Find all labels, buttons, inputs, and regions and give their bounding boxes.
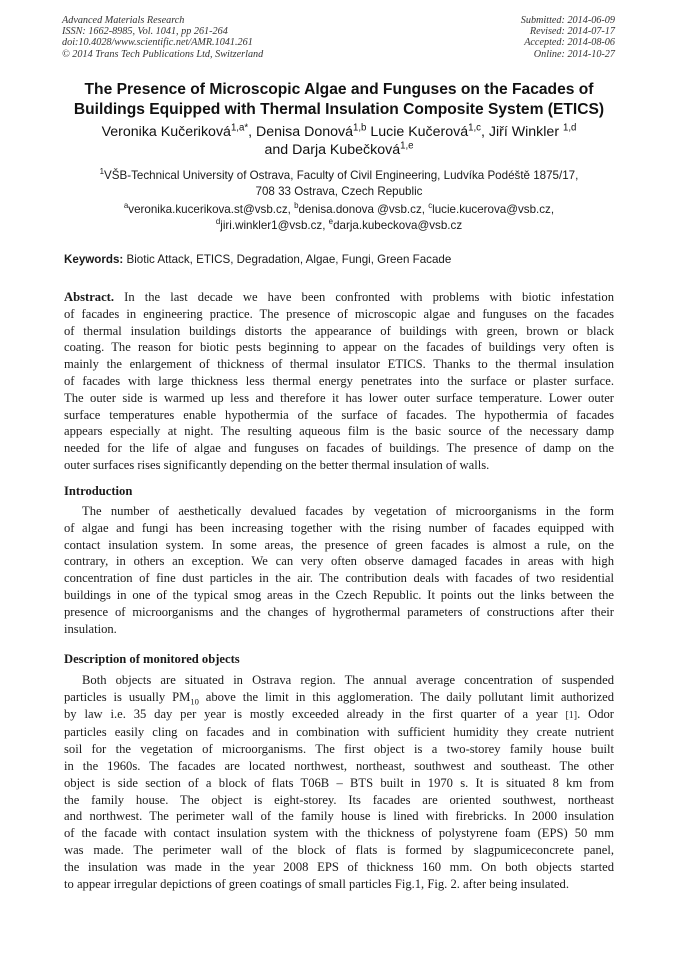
description-text: by law i.e. 35 day per year is mostly exceeded already in the first quarter of a year	[64, 706, 566, 721]
introduction-heading: Introduction	[64, 484, 133, 498]
abstract-text: In the last decade we have been confronted with problems with biotic infestation	[114, 290, 614, 304]
author-2: , Denisa Donová	[248, 124, 353, 140]
description-line: particles easily cling on facades and in combination with sufficient humidity they create nutrient	[64, 725, 614, 740]
keywords-text: Biotic Attack, ETICS, Degradation, Algae, Fungi, Green Facade	[123, 253, 452, 266]
description-line: to appear irregular depictions of green coatings of small particles Fig.1, Fig. 2. after being insulated.	[64, 876, 570, 891]
description-line: was made. The perimeter wall of the block of flats is formed by slagpumiceconcrete panel,	[64, 842, 614, 857]
introduction-line: insulation.	[64, 621, 117, 636]
author-4-sup: 1,d	[563, 122, 577, 134]
email-e: darja.kubeckova@vsb.cz	[333, 218, 463, 232]
description-text: above the limit in this agglomeration. The daily pollutant limit authorized	[198, 689, 614, 704]
introduction-line: contrary, in others an exception. We can very often observe damaged facades in areas with high	[64, 554, 614, 569]
affiliation-text-1: VŠB-Technical University of Ostrava, Faculty of Civil Engineering, Ludvíka Podéště 1875/17,	[104, 169, 579, 182]
author-5: and Darja Kubečková	[264, 141, 401, 158]
date-submitted: Submitted: 2014-06-09	[520, 15, 615, 26]
publication-dates	[521, 15, 615, 60]
author-1: Veronika Kučeriková	[101, 124, 231, 140]
email-c: lucie.kucerova@vsb.cz,	[432, 203, 555, 216]
title-line-2: Buildings Equipped with Thermal Insulation Composite System (ETICS)	[73, 100, 605, 118]
authors-line-2	[40, 139, 638, 160]
email-e-sup: e	[328, 216, 334, 226]
keywords-label: Keywords:	[64, 253, 124, 266]
author-4: , Jiří Winkler	[481, 124, 563, 140]
date-online: Online: 2014-10-27	[533, 48, 615, 60]
email-d: jiri.winkler1@vsb.cz,	[220, 218, 329, 232]
authors-line-1	[40, 124, 638, 142]
abstract-line: needed for the life of algae and funguses on facades of buildings. The presence of damp on the	[64, 441, 614, 456]
abstract-line: mainly the enlargement of thickness of thermal insulator ETICS. Thanks to the thermal insulation	[64, 357, 614, 372]
title-line-1: The Presence of Microscopic Algae and Funguses on the Facades of	[84, 81, 594, 98]
journal-issn: ISSN: 1662-8985, Vol. 1041, pp 261-264	[62, 26, 228, 38]
description-line	[64, 706, 614, 725]
citation-link[interactable]: [1]	[565, 709, 578, 721]
introduction-body	[64, 503, 614, 637]
journal-copyright: © 2014 Trans Tech Publications Ltd, Switzerland	[62, 48, 264, 60]
description-line: of the facade with contact insulation system with the thickness of polystyrene foam (EPS) 50 mm	[64, 826, 614, 841]
keywords	[64, 252, 451, 267]
author-3: Lucie Kučerová	[366, 124, 469, 140]
date-revised: Revised: 2014-07-17	[529, 26, 615, 38]
affiliation-line-1	[40, 168, 638, 184]
abstract-line: outer surfaces rises significantly depending on the better thermal insulation of walls.	[64, 457, 490, 472]
abstract-line: of facades with large thickness less thermal energy penetrates into the surface or plaster surface.	[64, 373, 614, 388]
emails-line-1	[40, 202, 638, 218]
paper-title	[40, 80, 638, 119]
description-body	[64, 672, 614, 892]
affiliation-line-2: 708 33 Ostrava, Czech Republic	[255, 184, 423, 198]
journal-name: Advanced Materials Research	[62, 15, 185, 26]
introduction-line: The number of aesthetically devalued facades by vegetation of microorganisms in the form	[82, 504, 614, 518]
date-accepted: Accepted: 2014-08-06	[524, 37, 615, 49]
email-d-sup: d	[215, 216, 221, 226]
introduction-line: presence of microorganisms and the changes of hygrothermal parameters of constructions after their	[64, 604, 614, 619]
description-text: . Odor	[577, 706, 614, 721]
journal-doi: doi:10.4028/www.scientific.net/AMR.1041.261	[62, 37, 253, 49]
email-b-sup: b	[294, 201, 299, 211]
email-a-sup: a	[123, 201, 129, 211]
description-line: Both objects are situated in Ostrava region. The annual average concentration of suspended	[82, 673, 614, 687]
affiliation-sup: 1	[99, 167, 105, 177]
description-line: the insulation was made in the year 2008 EPS of thickness 160 mm. On both objects started	[64, 859, 614, 874]
email-c-sup: c	[428, 201, 433, 211]
author-emails	[40, 202, 638, 233]
pm-subscript: 10	[190, 696, 199, 707]
description-line: object is side section of a block of flats T06B – BTS built in 1970 s. It is situated 8 km from	[64, 775, 614, 790]
abstract-line: coating. The reason for biotic pests beginning to appear on the facades of buildings very often is	[64, 340, 614, 355]
abstract	[64, 289, 614, 474]
journal-info	[62, 15, 263, 60]
emails-line-2	[40, 218, 638, 234]
abstract-line: of facades in engineering practice. The presence of microscopic algae and funguses on the facades	[64, 306, 614, 321]
description-line: and northwest. The perimeter wall of the family house is lined with firebricks. In 2000 insulation	[64, 809, 614, 824]
description-line: soil for the vegetation of microorganisms. The first object is a two-storey family house built	[64, 742, 614, 757]
introduction-line: concentration of fine dust particles in the air. The contribution deals with facades of two residential	[64, 571, 614, 586]
author-3-sup: 1,c	[468, 122, 482, 134]
email-a: veronika.kucerikova.st@vsb.cz,	[128, 203, 295, 216]
description-text: particles is usually PM	[64, 689, 191, 704]
introduction-line: of algae and fungi has been increasing together with the rising number of facades equipped with	[64, 520, 614, 535]
abstract-line: of thermal insulation buildings distorts the appearance of buildings with green, brown or black	[64, 323, 614, 338]
description-line: in the 1960s. The facades are located northwest, northeast, southwest and southeast. The other	[64, 758, 614, 773]
description-line: the family house. The object is eight-storey. Its facades are oriented southwest, northeast	[64, 792, 614, 807]
author-1-sup: 1,a*	[230, 122, 249, 134]
abstract-line: The outer side is warmed up less and therefore it has lower outer surface temperature. Lower outer	[64, 390, 614, 405]
description-line	[64, 689, 614, 706]
introduction-line: buildings in one of the typical smog areas in the Czech Republic. It points out the links between the	[64, 587, 614, 602]
author-list	[40, 124, 638, 159]
abstract-line	[64, 289, 614, 306]
introduction-line: contact insulation system. In some areas, the presence of green facades is almost a rule, on the	[64, 537, 614, 552]
author-2-sup: 1,b	[352, 122, 367, 134]
affiliation	[40, 168, 638, 199]
description-heading: Description of monitored objects	[64, 652, 240, 666]
abstract-label: Abstract.	[64, 290, 115, 304]
email-b: denisa.donova @vsb.cz,	[298, 203, 429, 216]
abstract-line: surface temperatures enable hypothermia of the surface of facades. The hypothermia of facades	[64, 407, 614, 422]
author-5-sup: 1,e	[400, 139, 414, 151]
abstract-line: appears especially at night. The resulting aqueous film is the basic source of the necessary damp	[64, 424, 614, 439]
